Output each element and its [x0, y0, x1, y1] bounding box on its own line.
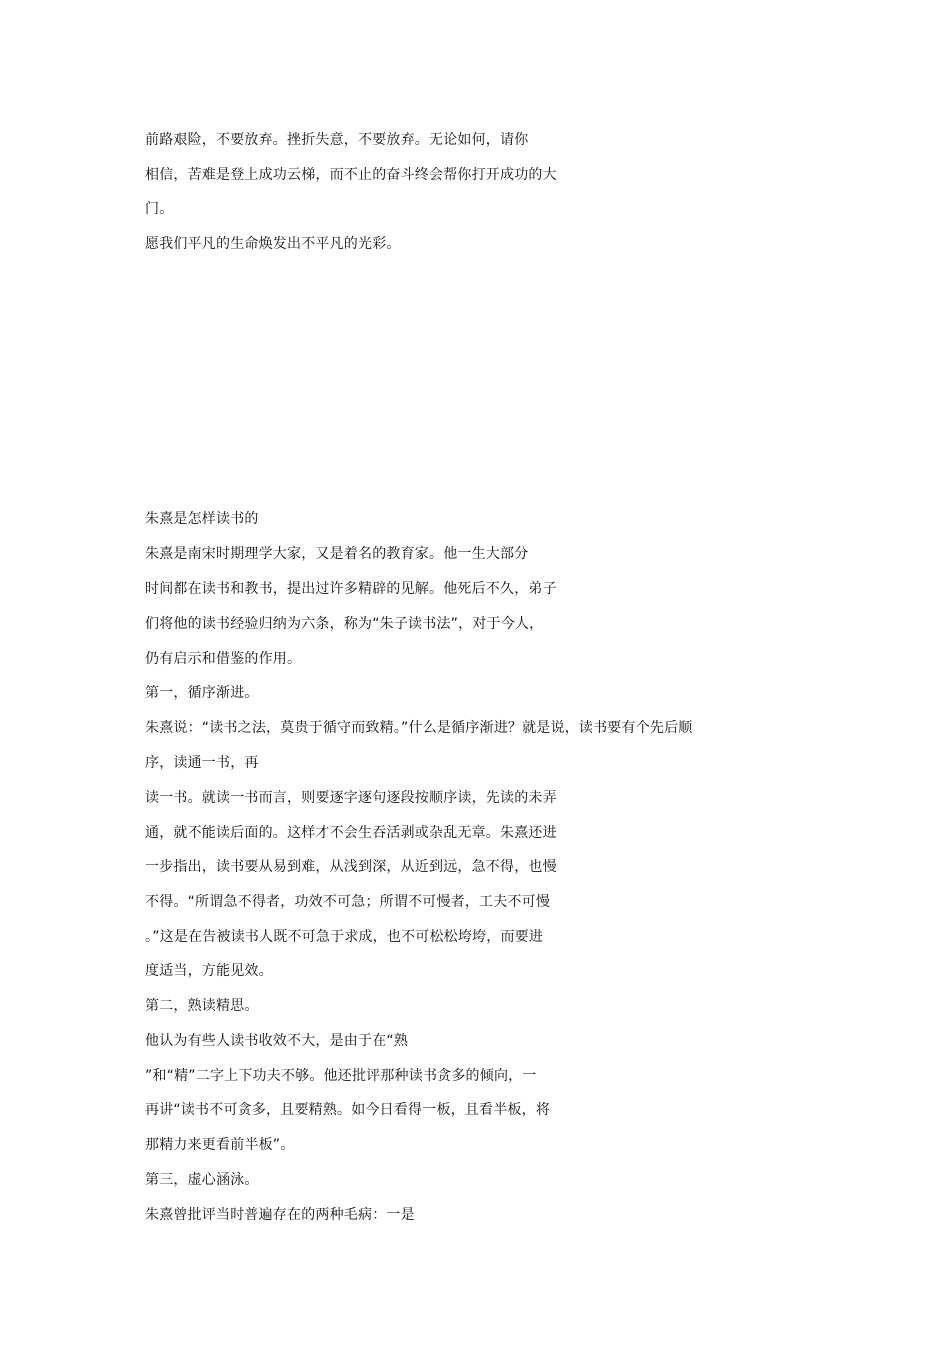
paragraph-line: 时间都在读书和教书，提出过许多精辟的见解。他死后不久，弟子	[145, 581, 557, 597]
paragraph-line: 朱熹曾批评当时普遍存在的两种毛病：一是	[145, 1207, 415, 1223]
paragraph-line: 门。	[145, 201, 174, 217]
paragraph-line: 愿我们平凡的生命焕发出不平凡的光彩。	[145, 236, 401, 252]
paragraph-line: 再讲“读书不可贪多，且要精熟。如今日看得一板，且看半板，将	[145, 1102, 551, 1118]
section-heading: 第三，虚心涵泳。	[145, 1172, 259, 1188]
paragraph-line: 相信，苦难是登上成功云梯，而不止的奋斗终会帮你打开成功的大	[145, 167, 557, 183]
paragraph-line: 朱熹说：“读书之法，莫贵于循守而致精。”什么是循序渐进？就是说，读书要有个先后顺	[145, 720, 693, 736]
paragraph-line: 不得。“所谓急不得者，功效不可急；所谓不可慢者，工夫不可慢	[145, 894, 551, 910]
paragraph-line: ”和“精”二字上下功夫不够。他还批评那种读书贪多的倾向，一	[145, 1068, 537, 1084]
paragraph-line: 。”这是在告被读书人既不可急于求成，也不可松松垮垮，而要进	[145, 929, 544, 945]
paragraph-line: 序，读通一书，再	[145, 755, 259, 771]
paragraph-line: 前路艰险，不要放弃。挫折失意，不要放弃。无论如何，请你	[145, 132, 529, 148]
paragraph-line: 朱熹是南宋时期理学大家，又是着名的教育家。他一生大部分	[145, 546, 529, 562]
paragraph-line: 一步指出，读书要从易到难，从浅到深，从近到远，急不得，也慢	[145, 859, 557, 875]
paragraph-line: 仍有启示和借鉴的作用。	[145, 651, 302, 667]
paragraph-line: 那精力来更看前半板”。	[145, 1137, 295, 1153]
article-title: 朱熹是怎样读书的	[145, 511, 259, 527]
paragraph-line: 读一书。就读一书而言，则要逐字逐句逐段按顺序读，先读的未弄	[145, 790, 557, 806]
paragraph-line: 度适当，方能见效。	[145, 963, 273, 979]
section-heading: 第一，循序渐进。	[145, 685, 259, 701]
paragraph-line: 他认为有些人读书收效不大，是由于在“熟	[145, 1033, 409, 1049]
paragraph-line: 通，就不能读后面的。这样才不会生吞活剥或杂乱无章。朱熹还进	[145, 825, 557, 841]
section-heading: 第二，熟读精思。	[145, 998, 259, 1014]
paragraph-line: 们将他的读书经验归纳为六条，称为“朱子读书法”，对于今人，	[145, 616, 544, 632]
